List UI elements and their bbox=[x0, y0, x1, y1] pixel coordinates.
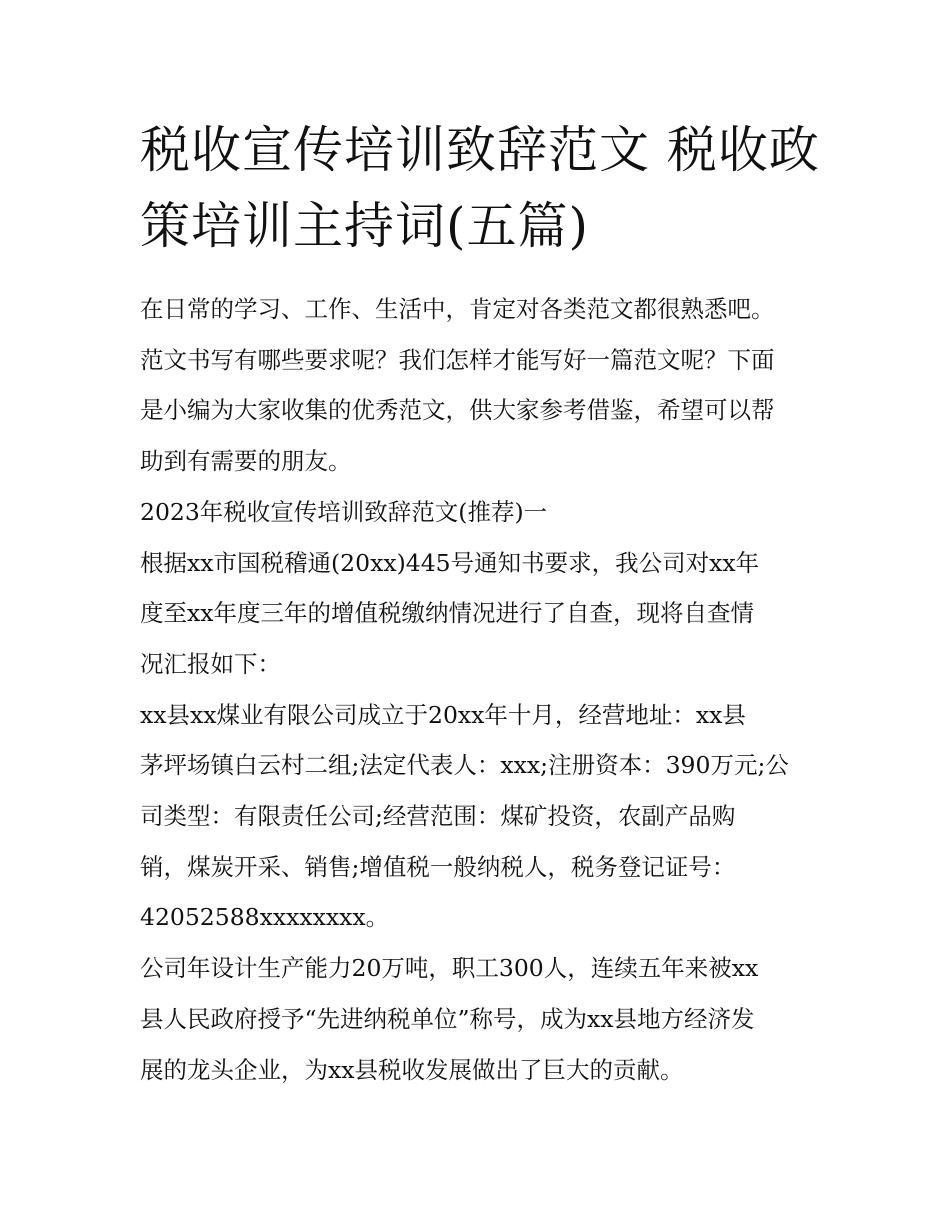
intro-line: 在日常的学习、工作、生活中，肯定对各类范文都很熟悉吧。 bbox=[140, 295, 775, 323]
intro-line: 范文书写有哪些要求呢？我们怎样才能写好一篇范文呢？下面 bbox=[140, 345, 775, 374]
document-page bbox=[140, 112, 820, 1095]
paragraph-line: 销，煤炭开采、销售;增值税一般纳税人，税务登记证号： bbox=[140, 852, 736, 881]
paragraph-line: 度至xx年度三年的增值税缴纳情况进行了自查，现将自查情 bbox=[140, 599, 755, 628]
section-heading: 2023年税收宣传培训致辞范文(推荐)一 bbox=[140, 497, 548, 526]
intro-line: 助到有需要的朋友。 bbox=[140, 447, 352, 476]
paragraph-line: 公司年设计生产能力20万吨，职工300人，连续五年来被xx bbox=[140, 954, 759, 983]
document-body bbox=[140, 284, 820, 1095]
paragraph-line: xx县xx煤业有限公司成立于20xx年十月，经营地址：xx县 bbox=[140, 700, 746, 729]
document-title bbox=[140, 112, 820, 264]
title-line: 税收宣传培训致辞范文 税收政 bbox=[140, 121, 820, 179]
intro-line: 是小编为大家收集的优秀范文，供大家参考借鉴，希望可以帮 bbox=[140, 396, 775, 425]
paragraph-line: 司类型：有限责任公司;经营范围：煤矿投资，农副产品购 bbox=[140, 802, 736, 831]
paragraph-line: 县人民政府授予“先进纳税单位”称号，成为xx县地方经济发 bbox=[140, 1004, 755, 1033]
paragraph-line: 42052588xxxxxxxx。 bbox=[140, 903, 390, 932]
paragraph-line: 根据xx市国税稽通(20xx)445号通知书要求，我公司对xx年 bbox=[140, 548, 760, 577]
paragraph-line: 展的龙头企业，为xx县税收发展做出了巨大的贡献。 bbox=[140, 1055, 684, 1084]
paragraph-line: 茅坪场镇白云村二组;法定代表人：xxx;注册资本：390万元;公 bbox=[140, 751, 789, 780]
title-line: 策培训主持词(五篇) bbox=[140, 197, 590, 255]
paragraph-line: 况汇报如下： bbox=[140, 649, 281, 678]
